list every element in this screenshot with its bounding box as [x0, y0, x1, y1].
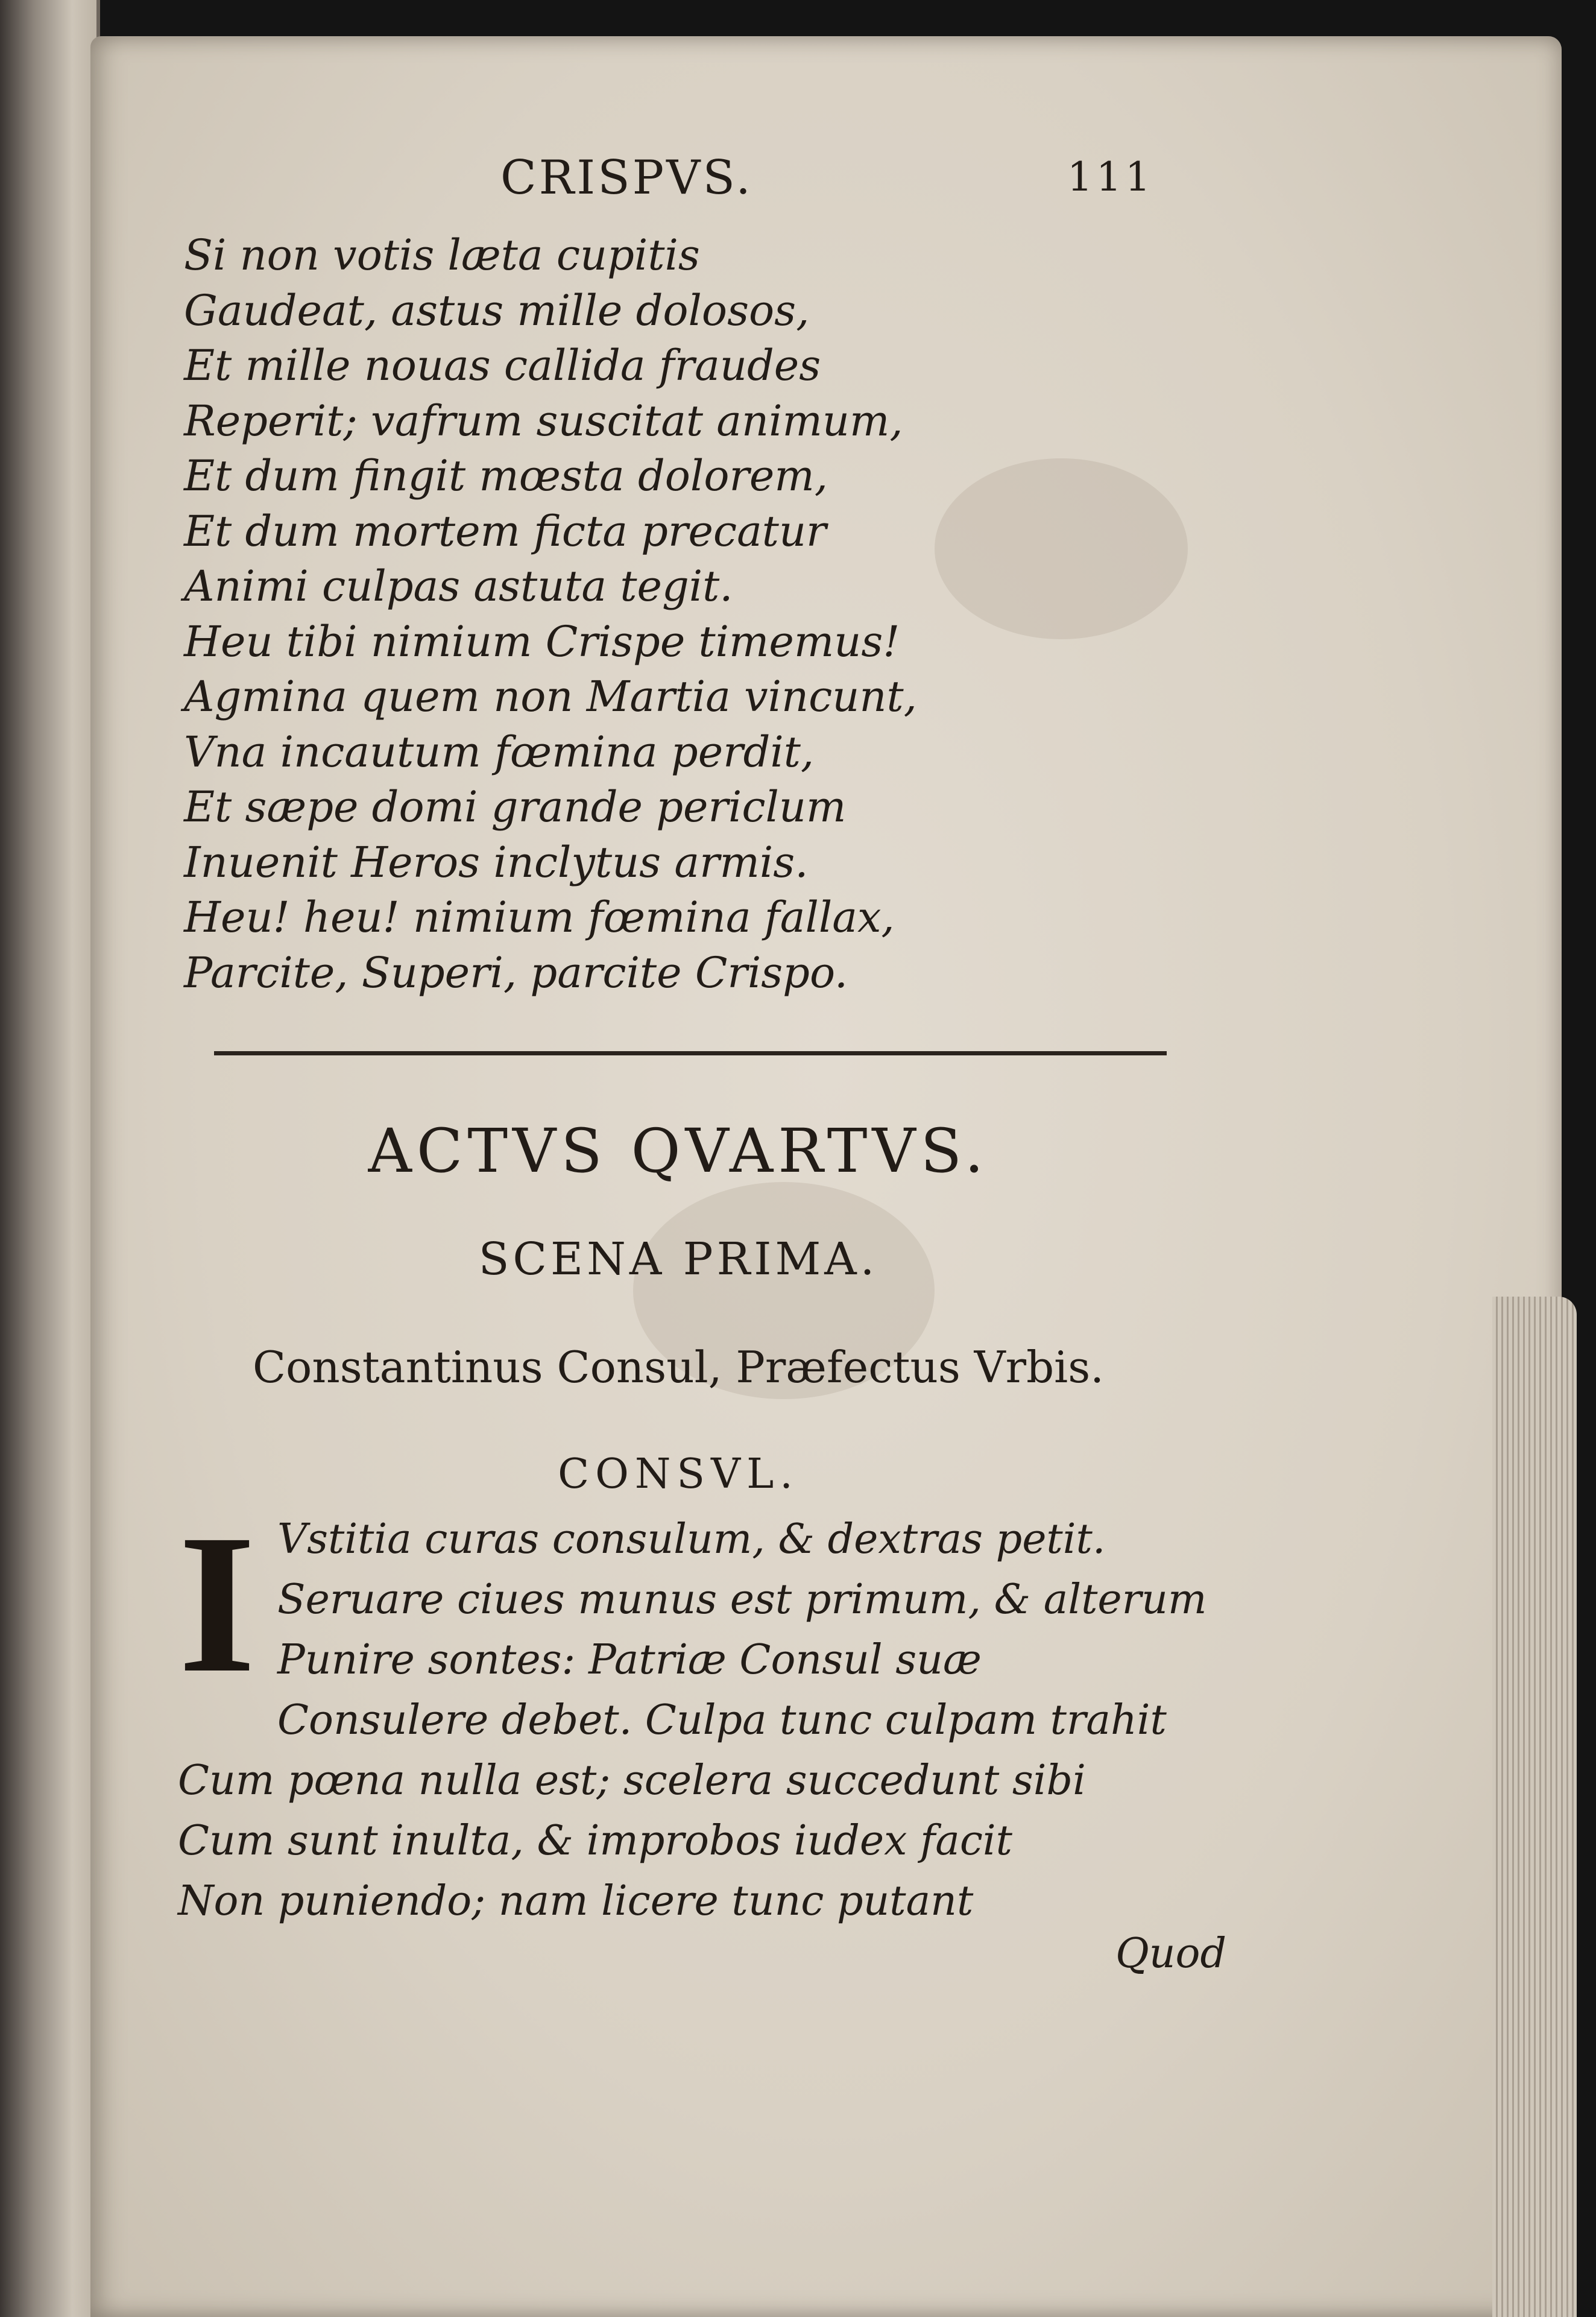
verse-line: Heu tibi nimium Crispe timemus!	[184, 616, 900, 666]
facing-page-edge	[0, 0, 100, 2317]
speaker-name: CONSVL.	[558, 1450, 799, 1498]
speech-text	[178, 1509, 1207, 1932]
verse-line: Et mille nouas callida fraudes	[184, 341, 821, 390]
act-title: ACTVS QVARTVS.	[368, 1116, 989, 1186]
catchword: Quod	[1115, 1930, 1227, 1977]
verse-line: Reperit; vafrum suscitat animum,	[184, 396, 903, 446]
speech-line: Consulere debet. Culpa tunc culpam trahit	[277, 1696, 1167, 1744]
verse-line: Si non votis læta cupitis	[184, 230, 700, 280]
running-head: CRISPVS.	[500, 151, 753, 205]
verse-line: Agmina quem non Martia vincunt,	[184, 672, 917, 721]
verse-line: Parcite, Superi, parcite Crispo.	[184, 947, 848, 997]
drop-cap: I	[178, 1494, 256, 1714]
verse-line: Et sæpe domi grande periclum	[184, 782, 847, 832]
page-number: 111	[1067, 154, 1154, 200]
verse-line: Gaudeat, astus mille dolosos,	[184, 285, 810, 335]
page-block-edges	[1492, 1297, 1577, 2317]
verse-line: Heu! heu! nimium fœmina fallax,	[184, 893, 895, 942]
verse-line: Inuenit Heros inclytus armis.	[184, 837, 809, 887]
verse-line: Et dum mortem ficta precatur	[184, 506, 827, 556]
speech-line: Cum pœna nulla est; scelera succedunt sibi	[178, 1757, 1086, 1804]
speech-line: Non puniendo; nam licere tunc putant	[178, 1877, 974, 1925]
verse-line: Et dum fingit mœsta dolorem,	[184, 451, 828, 501]
dramatis-personae: Constantinus Consul, Præfectus Vrbis.	[252, 1342, 1105, 1392]
speech-line: Seruare ciues munus est primum, & alterum	[277, 1576, 1207, 1623]
speech-line: Vstitia curas consulum, & dextras petit.	[277, 1516, 1106, 1563]
chorus-verse	[184, 228, 1088, 1000]
section-rule	[214, 1051, 1167, 1055]
scene-title: SCENA PRIMA.	[478, 1233, 878, 1285]
speech-line: Punire sontes: Patriæ Consul suæ	[277, 1636, 982, 1684]
verse-line: Vna incautum fœmina perdit,	[184, 727, 815, 777]
speech-line: Cum sunt inulta, & improbos iudex facit	[178, 1817, 1013, 1865]
verse-line: Animi culpas astuta tegit.	[184, 561, 733, 611]
